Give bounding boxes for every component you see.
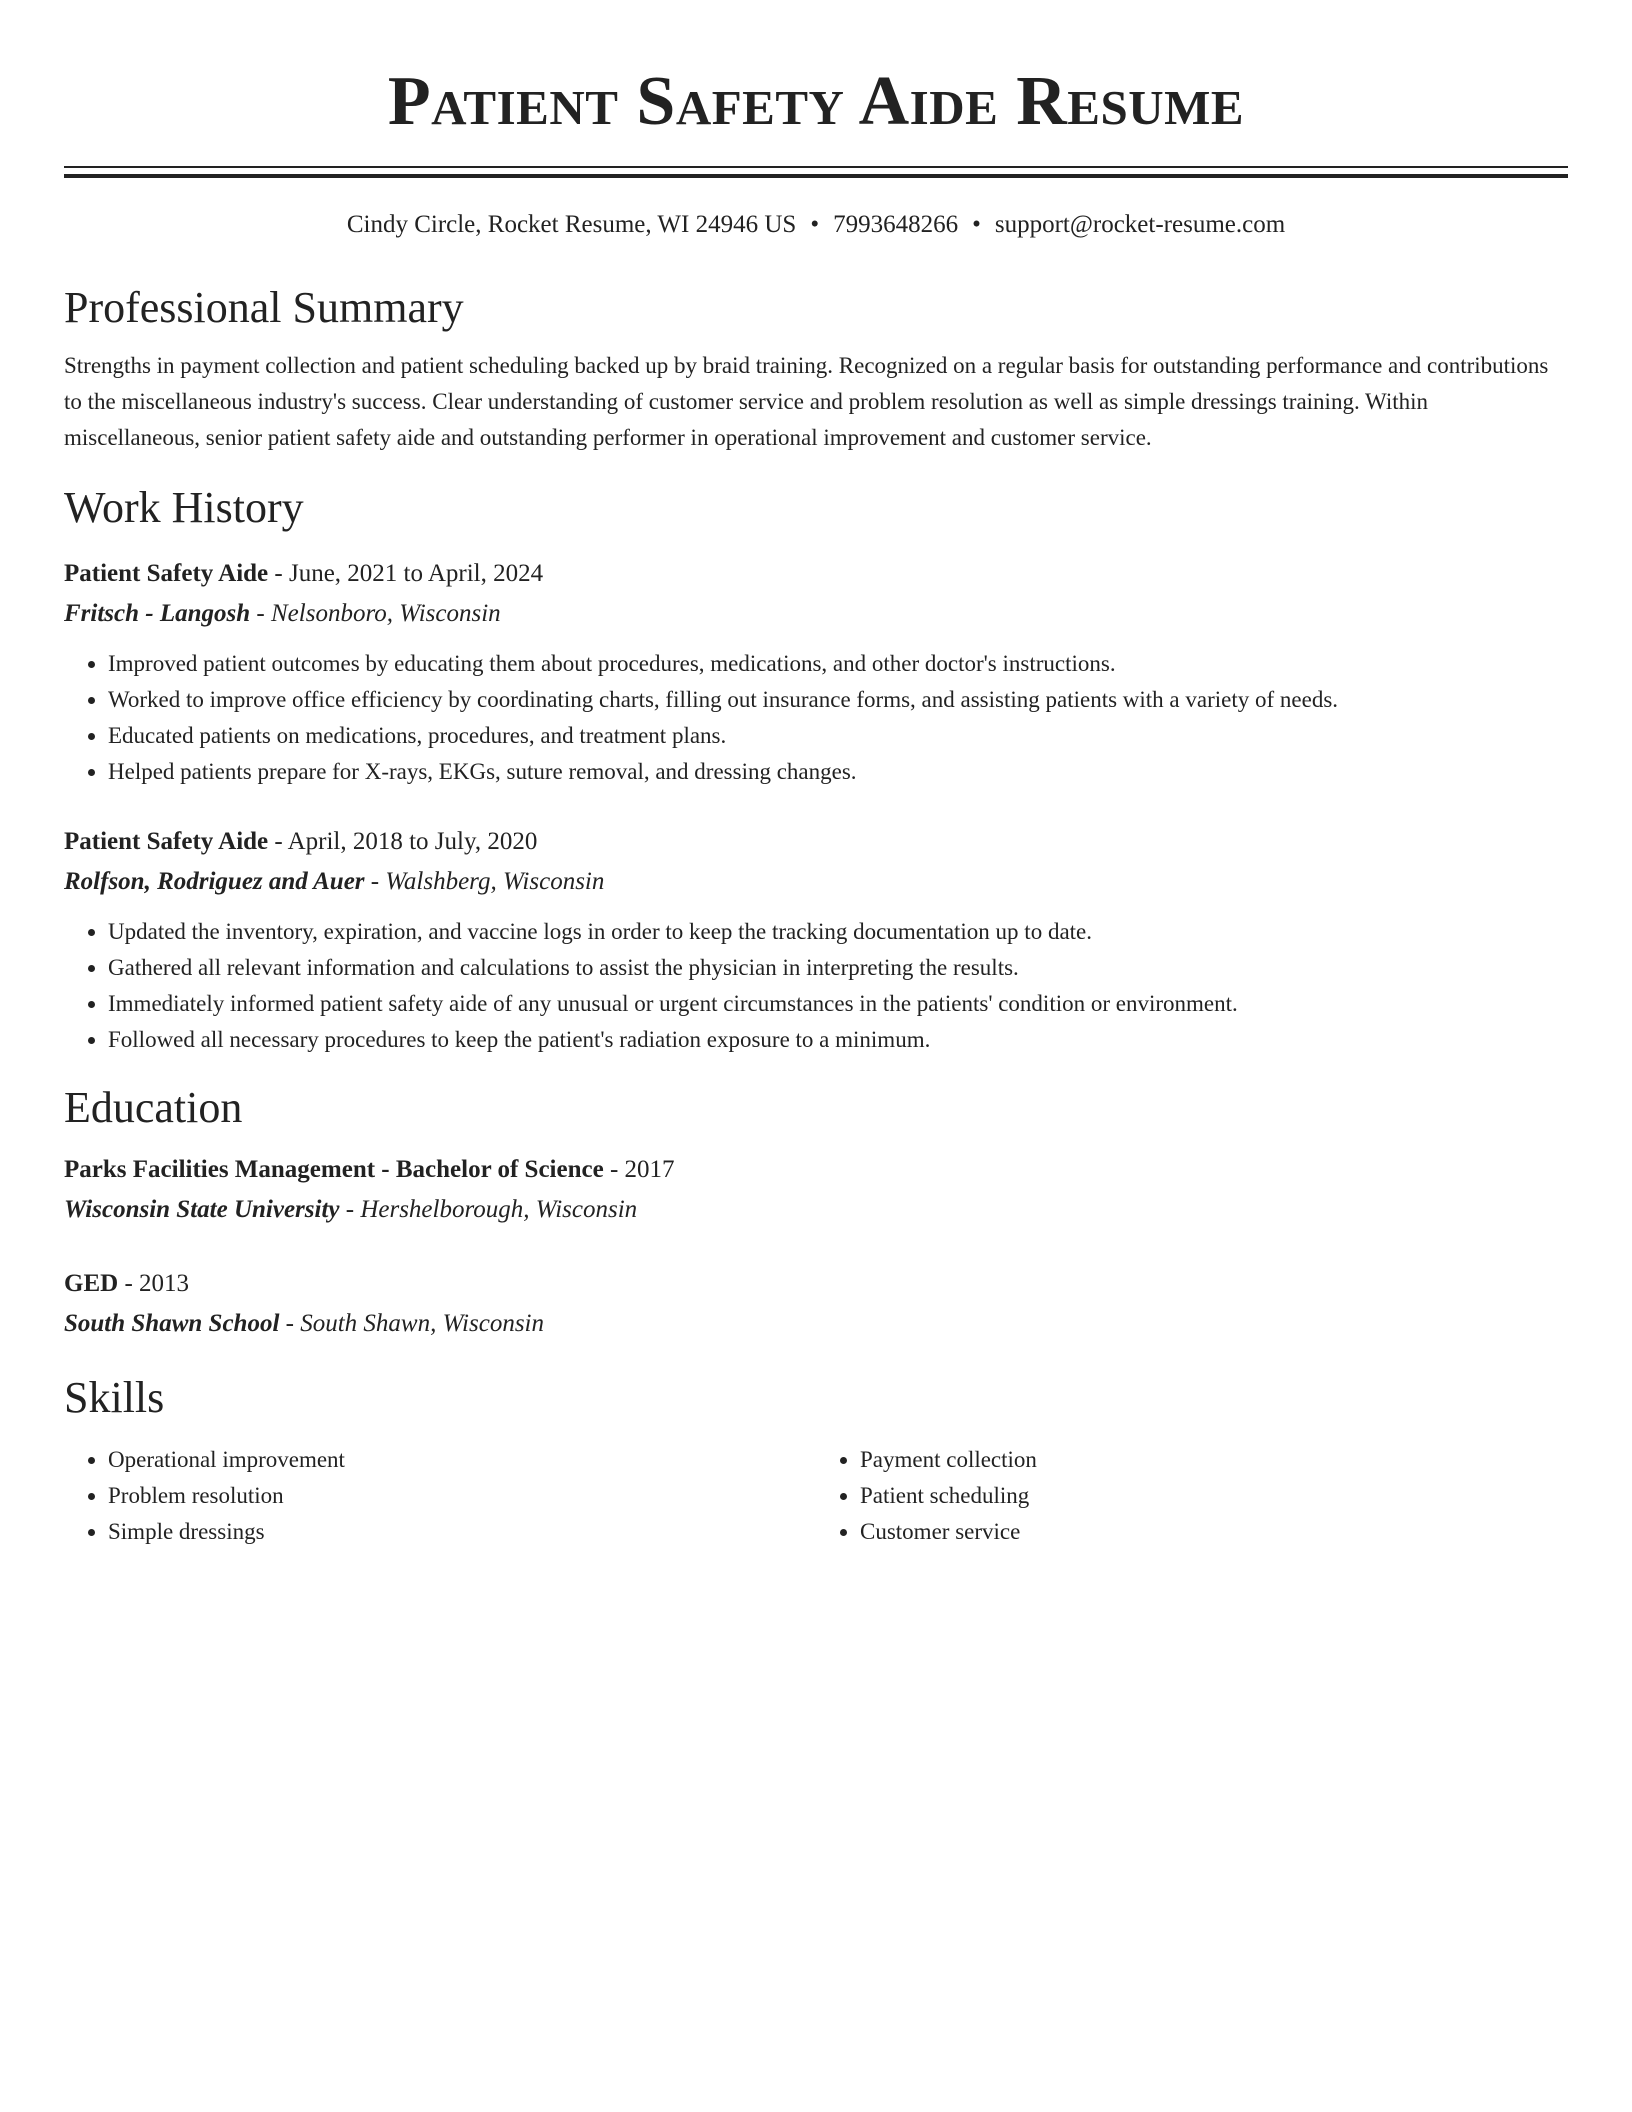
- skills-columns: [64, 1442, 1568, 1550]
- skills-section: [64, 1372, 1568, 1550]
- contact-separator: •: [810, 211, 820, 238]
- education-heading: Education: [64, 1083, 243, 1132]
- skill-item: • Problem resolution: [108, 1478, 816, 1514]
- education-header: [64, 1150, 1568, 1190]
- education-section: [64, 1082, 1568, 1344]
- education-location: - South Shawn, Wisconsin: [279, 1310, 544, 1337]
- education-degree: Parks Facilities Management - Bachelor of Science: [64, 1156, 604, 1183]
- work-history-section: [64, 482, 1568, 1058]
- skills-heading: Skills: [64, 1373, 165, 1422]
- education-degree: GED: [64, 1270, 119, 1297]
- job-title: Patient Safety Aide: [64, 828, 269, 855]
- title-double-rule: [64, 166, 1568, 178]
- job-entry: [64, 554, 1568, 790]
- list-item: • Gathered all relevant information and calculations to assist the physician in interpreting the results.: [108, 950, 1568, 986]
- list-item: • Worked to improve office efficiency by coordinating charts, filling out insurance forms, and assisting patients with a variety of needs.: [108, 682, 1568, 718]
- education-school-line: [64, 1190, 1568, 1230]
- job-company: Rolfson, Rodriguez and Auer: [64, 868, 365, 895]
- education-location: - Hershelborough, Wisconsin: [339, 1196, 638, 1223]
- job-dates: - April, 2018 to July, 2020: [268, 828, 538, 855]
- summary-heading: Professional Summary: [64, 283, 464, 332]
- job-company: Fritsch - Langosh: [64, 600, 251, 627]
- skill-item: • Simple dressings: [108, 1514, 816, 1550]
- job-entry: [64, 822, 1568, 1058]
- job-company-line: [64, 862, 1568, 902]
- list-item: • Followed all necessary procedures to keep the patient's radiation exposure to a minimum.: [108, 1022, 1568, 1058]
- list-item: • Immediately informed patient safety aide of any unusual or urgent circumstances in the patients' condition or environment.: [108, 986, 1568, 1022]
- summary-text: Strengths in payment collection and patient scheduling backed up by braid training. Recognized on a regular basis for outstanding performance and contributions to the miscellaneous industry's success. Clear understanding of customer service and problem resolution as well as simple dressings training. Within miscellaneous, senior patient safety aide and outstanding performer in operational improvement and customer service.: [64, 353, 1549, 450]
- summary-section: [64, 282, 1568, 456]
- education-school: South Shawn School: [64, 1310, 280, 1337]
- education-school: Wisconsin State University: [64, 1196, 340, 1223]
- contact-phone: 7993648266: [833, 211, 959, 238]
- rule-thick-line: [64, 174, 1568, 178]
- education-year: - 2017: [603, 1156, 675, 1183]
- contact-separator: •: [972, 211, 981, 238]
- contact-email: support@rocket-resume.com: [994, 211, 1286, 238]
- job-location: - Walshberg, Wisconsin: [364, 868, 605, 895]
- skills-right-column: [816, 1442, 1568, 1550]
- job-company-line: [64, 594, 1568, 634]
- job-title: Patient Safety Aide: [64, 560, 269, 587]
- job-bullets: [64, 914, 1568, 1058]
- list-item: • Improved patient outcomes by educating them about procedures, medications, and other doctor's instructions.: [108, 646, 1568, 682]
- job-bullets: [64, 646, 1568, 790]
- contact-address: Cindy Circle, Rocket Resume, WI 24946 US: [346, 211, 797, 238]
- list-item: • Helped patients prepare for X-rays, EKGs, suture removal, and dressing changes.: [108, 754, 1568, 790]
- list-item: • Updated the inventory, expiration, and vaccine logs in order to keep the tracking documentation up to date.: [108, 914, 1568, 950]
- contact-line: [64, 210, 1568, 240]
- skill-item: • Customer service: [860, 1514, 1568, 1550]
- education-entry: [64, 1150, 1568, 1230]
- skill-item: • Operational improvement: [108, 1442, 816, 1478]
- skill-item: • Payment collection: [860, 1442, 1568, 1478]
- list-item: • Educated patients on medications, procedures, and treatment plans.: [108, 718, 1568, 754]
- education-school-line: [64, 1304, 1568, 1344]
- work-history-heading: Work History: [64, 483, 304, 532]
- job-header: [64, 554, 1568, 594]
- education-header: [64, 1264, 1568, 1304]
- education-entry: [64, 1264, 1568, 1344]
- resume-title: Patient Safety Aide Resume: [387, 63, 1245, 140]
- job-dates: - June, 2021 to April, 2024: [268, 560, 544, 587]
- skill-item: • Patient scheduling: [860, 1478, 1568, 1514]
- job-location: - Nelsonboro, Wisconsin: [250, 600, 501, 627]
- job-header: [64, 822, 1568, 862]
- skills-left-column: [64, 1442, 816, 1550]
- education-year: - 2013: [118, 1270, 190, 1297]
